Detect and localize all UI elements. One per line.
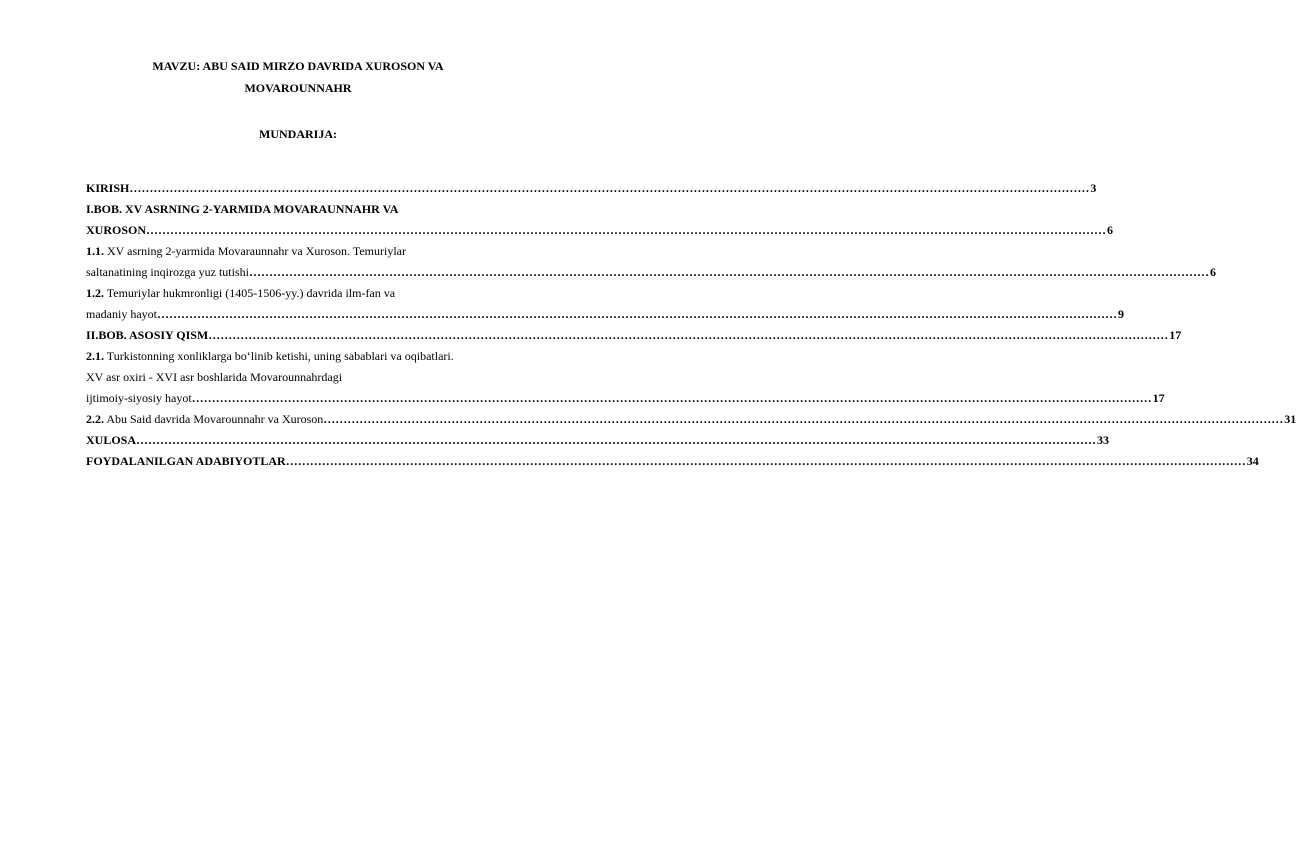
- toc-entry-bob1-line1[interactable]: [86, 199, 556, 220]
- toc-page-number: 3: [1090, 181, 1097, 195]
- toc-page-number: 17: [1152, 391, 1165, 405]
- toc-label: XV asrning 2-yarmida Movaraunnahr va Xuroson. Temuriylar: [104, 244, 406, 258]
- toc-entry-kirish[interactable]: [86, 178, 1097, 199]
- toc-label: KIRISH: [86, 181, 130, 195]
- toc-entry-1-2-line2[interactable]: [86, 304, 1124, 325]
- toc-page-number: 17: [1169, 328, 1182, 342]
- dot-leader: ……………………………………………………………………………………………………………………………………………………………………………………………………………………: [156, 307, 1117, 321]
- toc-heading: MUNDARIJA:: [259, 127, 337, 141]
- toc-entry-xulosa[interactable]: [86, 430, 1110, 451]
- toc-label: saltanatining inqirozga yuz tutishi: [86, 265, 249, 279]
- toc-label: I.BOB. XV ASRNING 2-YARMIDA MOVARAUNNAHR VA: [86, 202, 399, 216]
- toc-label: ijtimoiy-siyosiy hayot: [86, 391, 192, 405]
- dot-leader: ……………………………………………………………………………………………………………………………………………………………………………………………………………………: [323, 412, 1284, 426]
- section-number: 1.2.: [86, 286, 104, 300]
- toc-entry-bob1-line2[interactable]: [86, 220, 1114, 241]
- toc-label: XULOSA: [86, 433, 137, 447]
- toc-page-number: 6: [1107, 223, 1114, 237]
- dot-leader: ……………………………………………………………………………………………………………………………………………………………………………………………………………………: [208, 328, 1169, 342]
- toc-label: Temuriylar hukmronligi (1405-1506-yy.) davrida ilm-fan va: [104, 286, 396, 300]
- toc-label: FOYDALANILGAN ADABIYOTLAR: [86, 454, 286, 468]
- toc-entry-2-1-line1[interactable]: [86, 346, 556, 367]
- dot-leader: ……………………………………………………………………………………………………………………………………………………………………………………………………………………: [285, 454, 1246, 468]
- toc-label: XV asr oxiri - XVI asr boshlarida Movarounnahrdagi: [86, 370, 343, 384]
- toc-entry-1-2-line1[interactable]: [86, 283, 556, 304]
- toc-entry-1-1-line2[interactable]: [86, 262, 1216, 283]
- dot-leader: ……………………………………………………………………………………………………………………………………………………………………………………………………………………: [248, 265, 1209, 279]
- section-number: 2.1.: [86, 349, 104, 363]
- toc-page-number: 9: [1117, 307, 1124, 321]
- section-number: 1.1.: [86, 244, 104, 258]
- toc-label: Abu Said davrida Movarounnahr va Xuroson: [104, 412, 324, 426]
- toc-label: XUROSON: [86, 223, 147, 237]
- dot-leader: ……………………………………………………………………………………………………………………………………………………………………………………………………………………: [136, 433, 1097, 447]
- toc-label: Turkistonning xonliklarga bo‘linib ketishi, uning sabablari va oqibatlari.: [104, 349, 454, 363]
- toc-page-number: 34: [1246, 454, 1259, 468]
- toc-page-number: 33: [1097, 433, 1110, 447]
- dot-leader: ……………………………………………………………………………………………………………………………………………………………………………………………………………………: [191, 391, 1152, 405]
- toc-label: II.BOB. ASOSIY QISM: [86, 328, 209, 342]
- toc-entry-2-2[interactable]: [86, 409, 1296, 430]
- dot-leader: ……………………………………………………………………………………………………………………………………………………………………………………………………………………: [129, 181, 1090, 195]
- section-number: 2.2.: [86, 412, 104, 426]
- toc-entry-1-1-line1[interactable]: [86, 241, 556, 262]
- toc-entry-2-1-line3[interactable]: [86, 388, 1165, 409]
- toc-entry-adabiyotlar[interactable]: [86, 451, 1259, 472]
- table-of-contents: [86, 178, 1296, 472]
- dot-leader: ……………………………………………………………………………………………………………………………………………………………………………………………………………………: [146, 223, 1107, 237]
- toc-entry-2-1-line2[interactable]: [86, 367, 556, 388]
- document-title-line2: MOVAROUNNAHR: [244, 81, 352, 95]
- document-title-line1: MAVZU: ABU SAID MIRZO DAVRIDA XUROSON VA: [152, 59, 444, 73]
- toc-label: madaniy hayot: [86, 307, 157, 321]
- toc-page-number: 6: [1209, 265, 1216, 279]
- toc-entry-bob2[interactable]: [86, 325, 1182, 346]
- toc-page-number: 31: [1284, 412, 1296, 426]
